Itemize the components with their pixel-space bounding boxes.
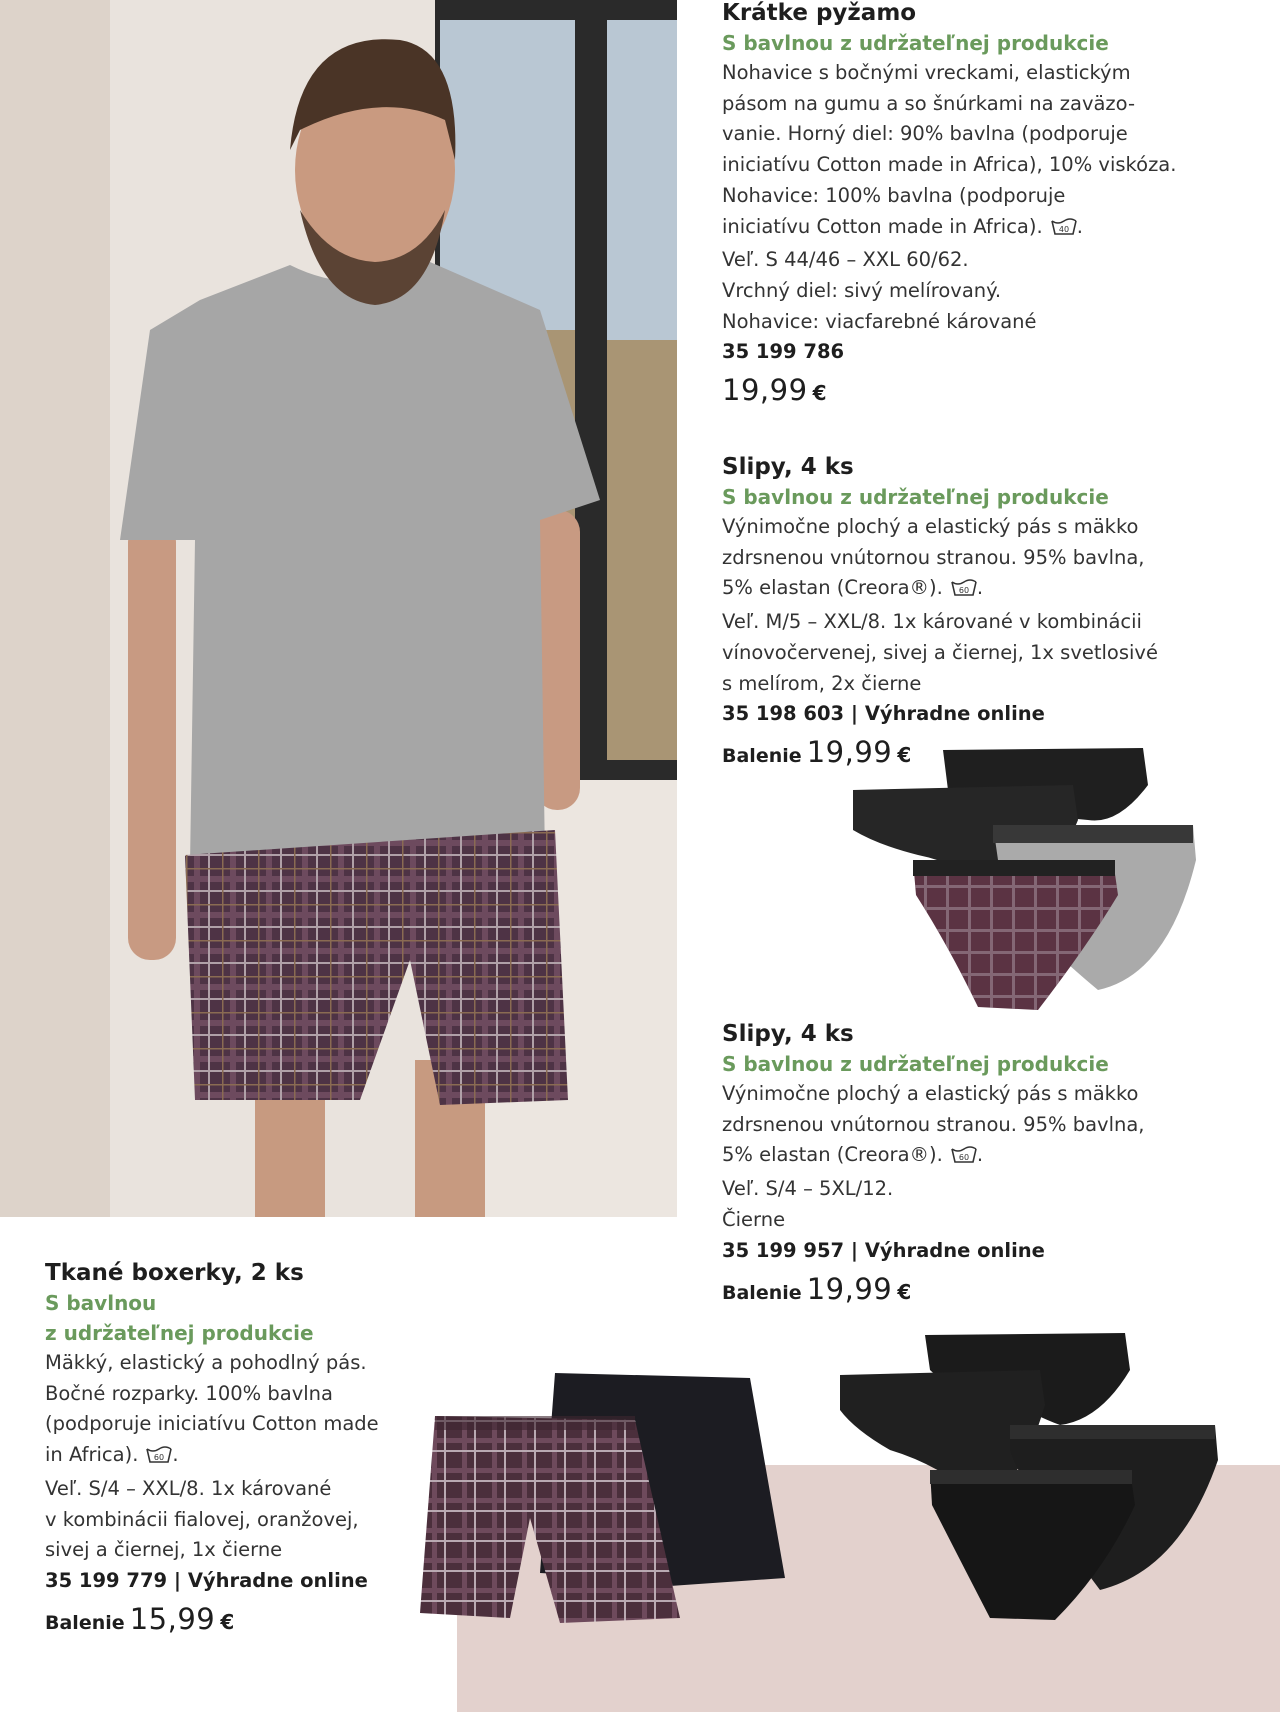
- description-line: Veľ. S/4 – XXL/8. 1x kárované: [45, 1476, 332, 1500]
- svg-text:60: 60: [154, 1453, 165, 1463]
- svg-text:60: 60: [958, 586, 969, 596]
- model-photo: [0, 0, 677, 1217]
- product-subtitle: S bavlnou z udržateľnej produkcie: [722, 485, 1109, 509]
- product-subtitle: S bavlnou z udržateľnej produkcie: [722, 31, 1109, 55]
- product-price: Balenie 19,99 €: [722, 735, 912, 770]
- product-title: Krátke pyžamo: [722, 0, 917, 26]
- description-line: Čierne: [722, 1207, 786, 1231]
- slipy-black-image: [840, 1330, 1220, 1634]
- description-line: Bočné rozparky. 100% bavlna: [45, 1381, 333, 1405]
- product-subtitle: S bavlnou z udržateľnej produkcie: [722, 1052, 1109, 1076]
- description-line: iniciatívu Cotton made in Africa), 10% viskóza.: [722, 153, 1177, 177]
- description-line: Nohavice s bočnými vreckami, elastickým: [722, 61, 1131, 84]
- description-line: Mäkký, elastický a pohodlný pás.: [45, 1351, 367, 1374]
- product-pyzamo: [722, 0, 1176, 407]
- description-line: Nohavice: 100% bavlna (podporuje: [722, 183, 1066, 207]
- description-line: 5% elastan (Creora®). 60 .: [722, 1140, 1145, 1174]
- description-line: Vrchný diel: sivý melírovaný.: [722, 278, 1002, 302]
- wash-60-icon: [951, 1143, 977, 1174]
- description-line: in Africa). 60 .: [45, 1440, 379, 1474]
- product-boxerky: [45, 1258, 379, 1636]
- svg-text:40: 40: [1058, 224, 1069, 234]
- slipy-mixed-image: [848, 745, 1198, 1024]
- description-line: zdrsnenou vnútornou stranou. 95% bavlna,: [722, 545, 1145, 569]
- svg-text:60: 60: [958, 1153, 969, 1163]
- description-line: 5% elastan (Creora®). 60 .: [722, 573, 1158, 607]
- description-line: Nohavice: viacfarebné kárované: [722, 309, 1037, 333]
- product-price: 19,99 €: [722, 373, 827, 408]
- product-title: Slipy, 4 ks: [722, 1021, 854, 1047]
- wash-60-icon: [146, 1443, 172, 1474]
- description-line: Veľ. S/4 – 5XL/12.: [722, 1177, 894, 1201]
- product-title: Slipy, 4 ks: [722, 454, 854, 480]
- description-line: (podporuje iniciatívu Cotton made: [45, 1412, 379, 1436]
- description-line: Výnimočne plochý a elastický pás s mäkko: [722, 515, 1139, 538]
- description-line: Výnimočne plochý a elastický pás s mäkko: [722, 1082, 1139, 1105]
- product-sku: 35 199 779 | Výhradne online: [45, 1568, 368, 1592]
- product-price: Balenie 15,99 €: [45, 1601, 235, 1636]
- description-line: vanie. Horný diel: 90% bavlna (podporuje: [722, 122, 1128, 146]
- description-line: vínovočervenej, sivej a čiernej, 1x svetlosivé: [722, 640, 1158, 664]
- product-sku: 35 199 957 | Výhradne online: [722, 1238, 1045, 1262]
- wash-60-icon: [951, 576, 977, 607]
- wash-40-icon: [1051, 215, 1077, 246]
- product-subtitle: z udržateľnej produkcie: [45, 1321, 314, 1345]
- product-slipy-black: [722, 1019, 1145, 1306]
- description-line: s melírom, 2x čierne: [722, 671, 922, 695]
- description-line: Veľ. M/5 – XXL/8. 1x kárované v kombinácii: [722, 610, 1142, 634]
- boxerky-image: [420, 1368, 790, 1637]
- product-sku: 35 198 603 | Výhradne online: [722, 702, 1045, 726]
- product-title: Tkané boxerky, 2 ks: [45, 1260, 304, 1286]
- description-line: Veľ. S 44/46 – XXL 60/62.: [722, 248, 969, 272]
- description-line: sivej a čiernej, 1x čierne: [45, 1538, 283, 1562]
- description-line: v kombinácii fialovej, oranžovej,: [45, 1507, 359, 1531]
- product-slipy-mixed: [722, 452, 1158, 769]
- description-line: pásom na gumu a so šnúrkami na zaväzo-: [722, 91, 1135, 115]
- description-line: zdrsnenou vnútornou stranou. 95% bavlna,: [722, 1112, 1145, 1136]
- product-sku: 35 199 786: [722, 340, 845, 364]
- product-subtitle: S bavlnou: [45, 1291, 157, 1315]
- description-line: iniciatívu Cotton made in Africa). 40 .: [722, 212, 1176, 246]
- product-price: Balenie 19,99 €: [722, 1271, 912, 1306]
